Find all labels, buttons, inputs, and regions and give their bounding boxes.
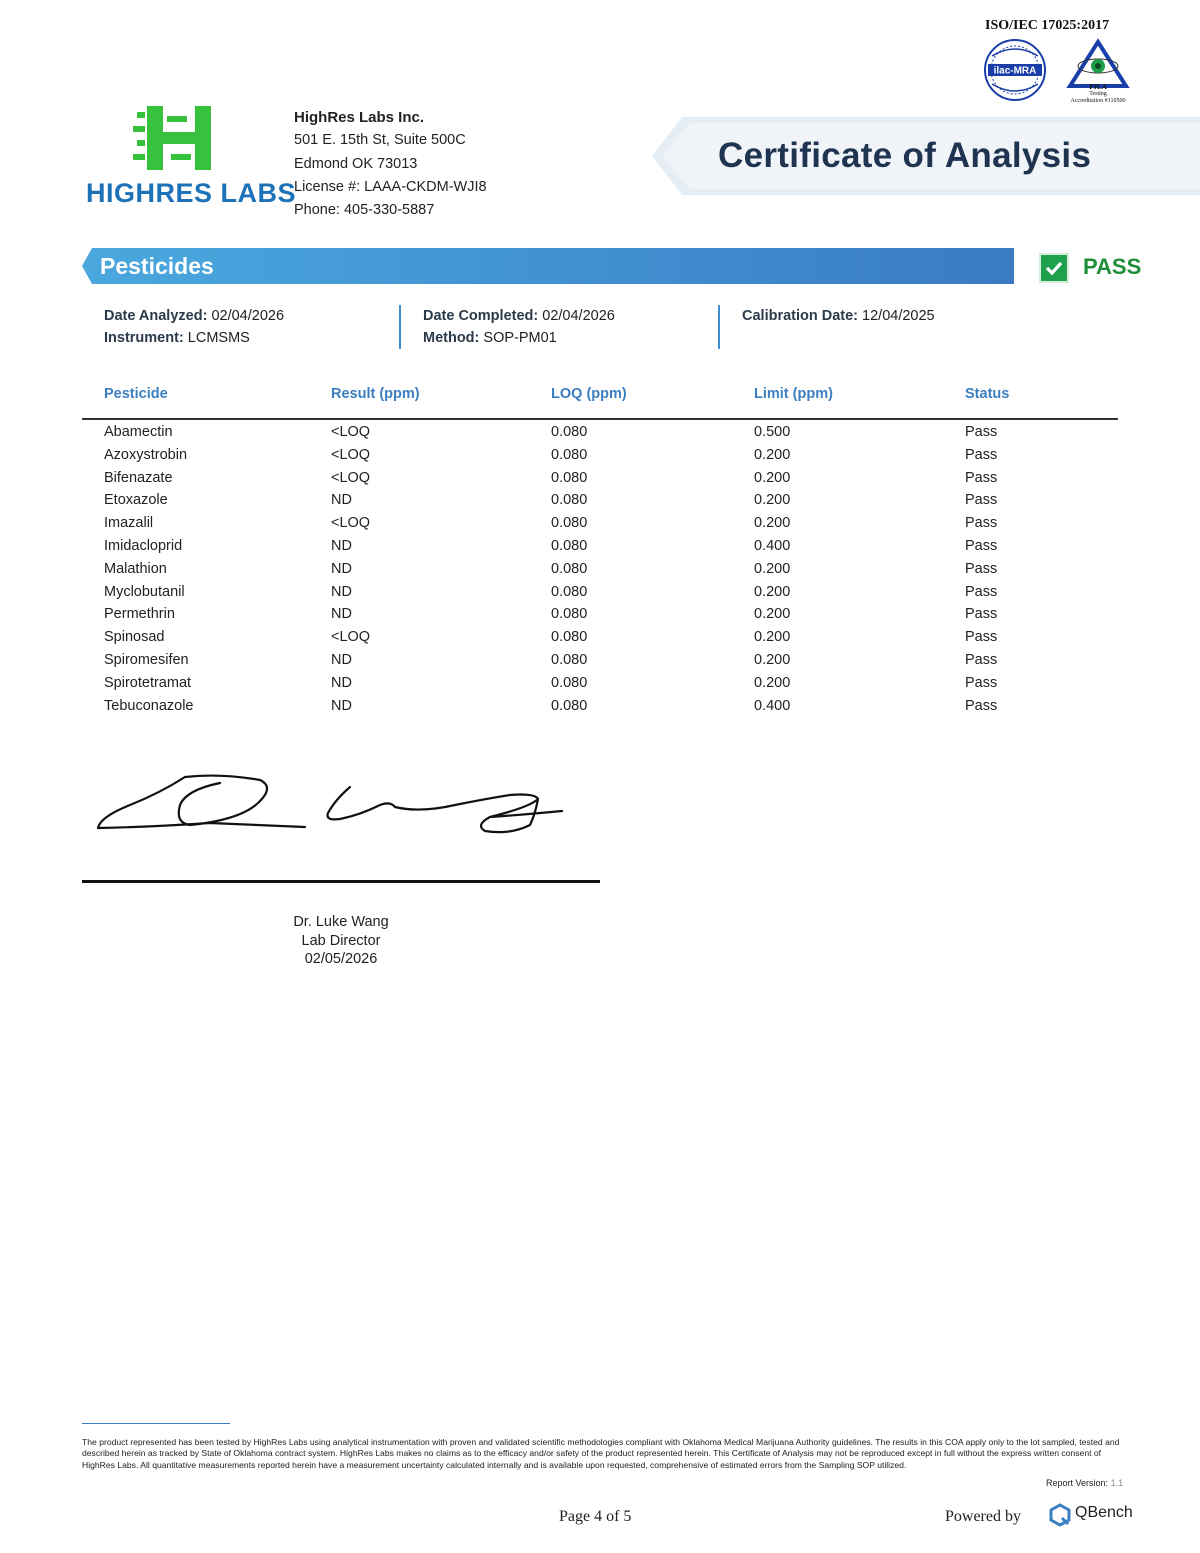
table-row	[0, 627, 1200, 650]
status-value: Pass	[965, 651, 998, 668]
status-value: Pass	[965, 515, 998, 532]
status-value: Pass	[965, 492, 998, 509]
pjla-line2: Testing	[1089, 91, 1107, 97]
disclaimer-text: The product represented has been tested by HighRes Labs using analytical instrumentation with proven and validated scientific methodologies compliant with Oklahoma Medical Marijuana Authority guidelines. The results in this COA apply only to the lot sampled, tested and described herein as tracked by State of Oklahoma contract system. HighRes Labs makes no claims as to the efficacy and/or safety of the product represented herein. This Certificate of Analysis may not be reproduced except in full without the express written consent of HighRes Labs. All quantitative measurements reported herein have a measurement uncertainty calculated internally and is available upon requested, comprehensive of estimated errors from the Sampling SOP utilized.	[82, 1437, 1120, 1470]
result-value: ND	[331, 697, 352, 714]
lab-name: HighRes Labs Inc.	[294, 109, 425, 126]
qbench-logo-icon	[1048, 1503, 1072, 1527]
date-analyzed-value: 02/04/2026	[211, 308, 285, 324]
column-header-status: Status	[965, 386, 1010, 402]
table-row	[0, 536, 1200, 559]
result-value: ND	[331, 606, 352, 623]
table-row	[0, 513, 1200, 536]
pesticide-name: Etoxazole	[104, 492, 168, 509]
status-value: Pass	[965, 446, 998, 463]
method-label: Method:	[423, 329, 480, 346]
result-value: <LOQ	[331, 424, 371, 440]
results-table-body	[0, 422, 1200, 718]
table-row	[0, 582, 1200, 605]
result-value: ND	[331, 674, 352, 691]
ilac-seal-icon	[985, 40, 1045, 100]
signer-date: 02/05/2026	[304, 951, 378, 967]
signer-name: Dr. Luke Wang	[293, 914, 389, 930]
section-title: Pesticides	[100, 253, 214, 279]
status-value: Pass	[965, 629, 998, 646]
limit-value: 0.200	[754, 674, 791, 691]
date-analyzed-label: Date Analyzed:	[104, 308, 208, 324]
limit-value: 0.200	[754, 560, 791, 577]
report-version-value: 1.1	[1110, 1478, 1124, 1488]
lab-address-2: Edmond OK 73013	[294, 155, 418, 172]
date-completed-value: 02/04/2026	[542, 308, 615, 324]
table-row	[0, 673, 1200, 696]
pesticide-name: Spiromesifen	[104, 651, 189, 668]
signature-image	[90, 765, 570, 850]
loq-value: 0.080	[551, 560, 588, 577]
limit-value: 0.200	[754, 651, 791, 668]
meta-divider	[718, 305, 720, 349]
column-header-limit: Limit (ppm)	[754, 386, 833, 402]
pesticide-name: Imidacloprid	[104, 537, 183, 554]
pass-check-icon	[1039, 253, 1069, 283]
limit-value: 0.200	[754, 606, 791, 623]
table-row	[0, 468, 1200, 491]
result-value: ND	[331, 492, 352, 509]
instrument-value: LCMSMS	[187, 329, 250, 346]
meta-col-1	[104, 306, 284, 349]
pass-status: PASS	[1083, 254, 1142, 279]
meta-col-3	[742, 306, 935, 328]
limit-value: 0.200	[754, 469, 791, 486]
meta-divider	[399, 305, 401, 349]
status-value: Pass	[965, 606, 998, 623]
method-value: SOP-PM01	[483, 329, 557, 346]
loq-value: 0.080	[551, 515, 588, 532]
status-value: Pass	[965, 560, 998, 577]
lab-address-1: 501 E. 15th St, Suite 500C	[294, 132, 466, 149]
table-header-divider	[82, 418, 1118, 420]
calibration-date-label: Calibration Date:	[742, 308, 859, 324]
signer-block	[241, 913, 441, 969]
lab-phone: Phone: 405-330-5887	[294, 202, 435, 219]
calibration-date-value: 12/04/2025	[862, 308, 935, 324]
limit-value: 0.500	[754, 424, 791, 440]
loq-value: 0.080	[551, 424, 588, 440]
pesticide-name: Azoxystrobin	[104, 446, 188, 463]
logo-text: HIGHRES LABS	[86, 178, 297, 208]
loq-value: 0.080	[551, 651, 588, 668]
signer-role: Lab Director	[301, 932, 381, 949]
meta-col-2	[423, 306, 615, 349]
result-value: ND	[331, 560, 352, 577]
limit-value: 0.400	[754, 697, 791, 714]
instrument-label: Instrument:	[104, 329, 184, 346]
result-value: <LOQ	[331, 446, 371, 463]
pesticide-name: Spirotetramat	[104, 674, 192, 691]
footer-rule	[82, 1423, 230, 1424]
table-row	[0, 559, 1200, 582]
limit-value: 0.200	[754, 583, 791, 600]
loq-value: 0.080	[551, 629, 588, 646]
loq-value: 0.080	[551, 606, 588, 623]
limit-value: 0.200	[754, 629, 791, 646]
result-value: <LOQ	[331, 515, 371, 532]
date-completed-label: Date Completed:	[423, 308, 539, 324]
lab-info	[294, 106, 487, 222]
loq-value: 0.080	[551, 446, 588, 463]
pesticide-name: Malathion	[104, 560, 167, 577]
iso-standard-label: ISO/IEC 17025:2017	[985, 18, 1110, 33]
pjla-seal-icon	[1070, 42, 1126, 86]
column-header-pesticide: Pesticide	[104, 386, 168, 402]
page-number: Page 4 of 5	[559, 1508, 632, 1525]
loq-value: 0.080	[551, 492, 588, 509]
pjla-line3: Accreditation #110500	[1070, 98, 1126, 104]
report-version-label: Report Version:	[1046, 1478, 1109, 1488]
pesticide-name: Bifenazate	[104, 469, 173, 486]
limit-value: 0.200	[754, 492, 791, 509]
status-value: Pass	[965, 537, 998, 554]
status-value: Pass	[965, 674, 998, 691]
document-title: Certificate of Analysis	[718, 136, 1092, 175]
result-value: <LOQ	[331, 469, 371, 486]
svg-text:ilac-MRA: ilac-MRA	[993, 65, 1037, 77]
pesticide-name: Imazalil	[104, 515, 154, 532]
limit-value: 0.200	[754, 446, 791, 463]
loq-value: 0.080	[551, 469, 588, 486]
pjla-caption	[1058, 84, 1138, 105]
table-row	[0, 696, 1200, 719]
loq-value: 0.080	[551, 537, 588, 554]
result-value: ND	[331, 583, 352, 600]
status-value: Pass	[965, 697, 998, 714]
table-row	[0, 604, 1200, 627]
result-value: <LOQ	[331, 629, 371, 646]
pjla-label: PJLA	[1089, 83, 1107, 91]
pesticide-name: Permethrin	[104, 606, 175, 623]
pesticide-name: Tebuconazole	[104, 697, 194, 714]
signature-line	[82, 880, 600, 883]
pesticide-name: Abamectin	[104, 424, 173, 440]
pesticide-name: Myclobutanil	[104, 583, 185, 600]
loq-value: 0.080	[551, 674, 588, 691]
report-version	[1046, 1478, 1123, 1488]
loq-value: 0.080	[551, 583, 588, 600]
loq-value: 0.080	[551, 697, 588, 714]
powered-by-label: Powered by	[945, 1508, 1021, 1525]
section-header-bar	[82, 248, 1014, 284]
result-value: ND	[331, 651, 352, 668]
status-value: Pass	[965, 583, 998, 600]
pesticide-name: Spinosad	[104, 629, 165, 646]
status-value: Pass	[965, 469, 998, 486]
result-value: ND	[331, 537, 352, 554]
table-row	[0, 650, 1200, 673]
column-header-result: Result (ppm)	[331, 386, 420, 402]
status-value: Pass	[965, 424, 998, 440]
highres-logo-icon	[133, 106, 223, 176]
lab-license: License #: LAAA-CKDM-WJI8	[294, 178, 487, 195]
table-row	[0, 445, 1200, 468]
limit-value: 0.200	[754, 515, 791, 532]
table-row	[0, 422, 1200, 445]
table-row	[0, 490, 1200, 513]
column-header-loq: LOQ (ppm)	[551, 386, 627, 402]
qbench-brand: QBench	[1075, 1504, 1133, 1521]
limit-value: 0.400	[754, 537, 791, 554]
